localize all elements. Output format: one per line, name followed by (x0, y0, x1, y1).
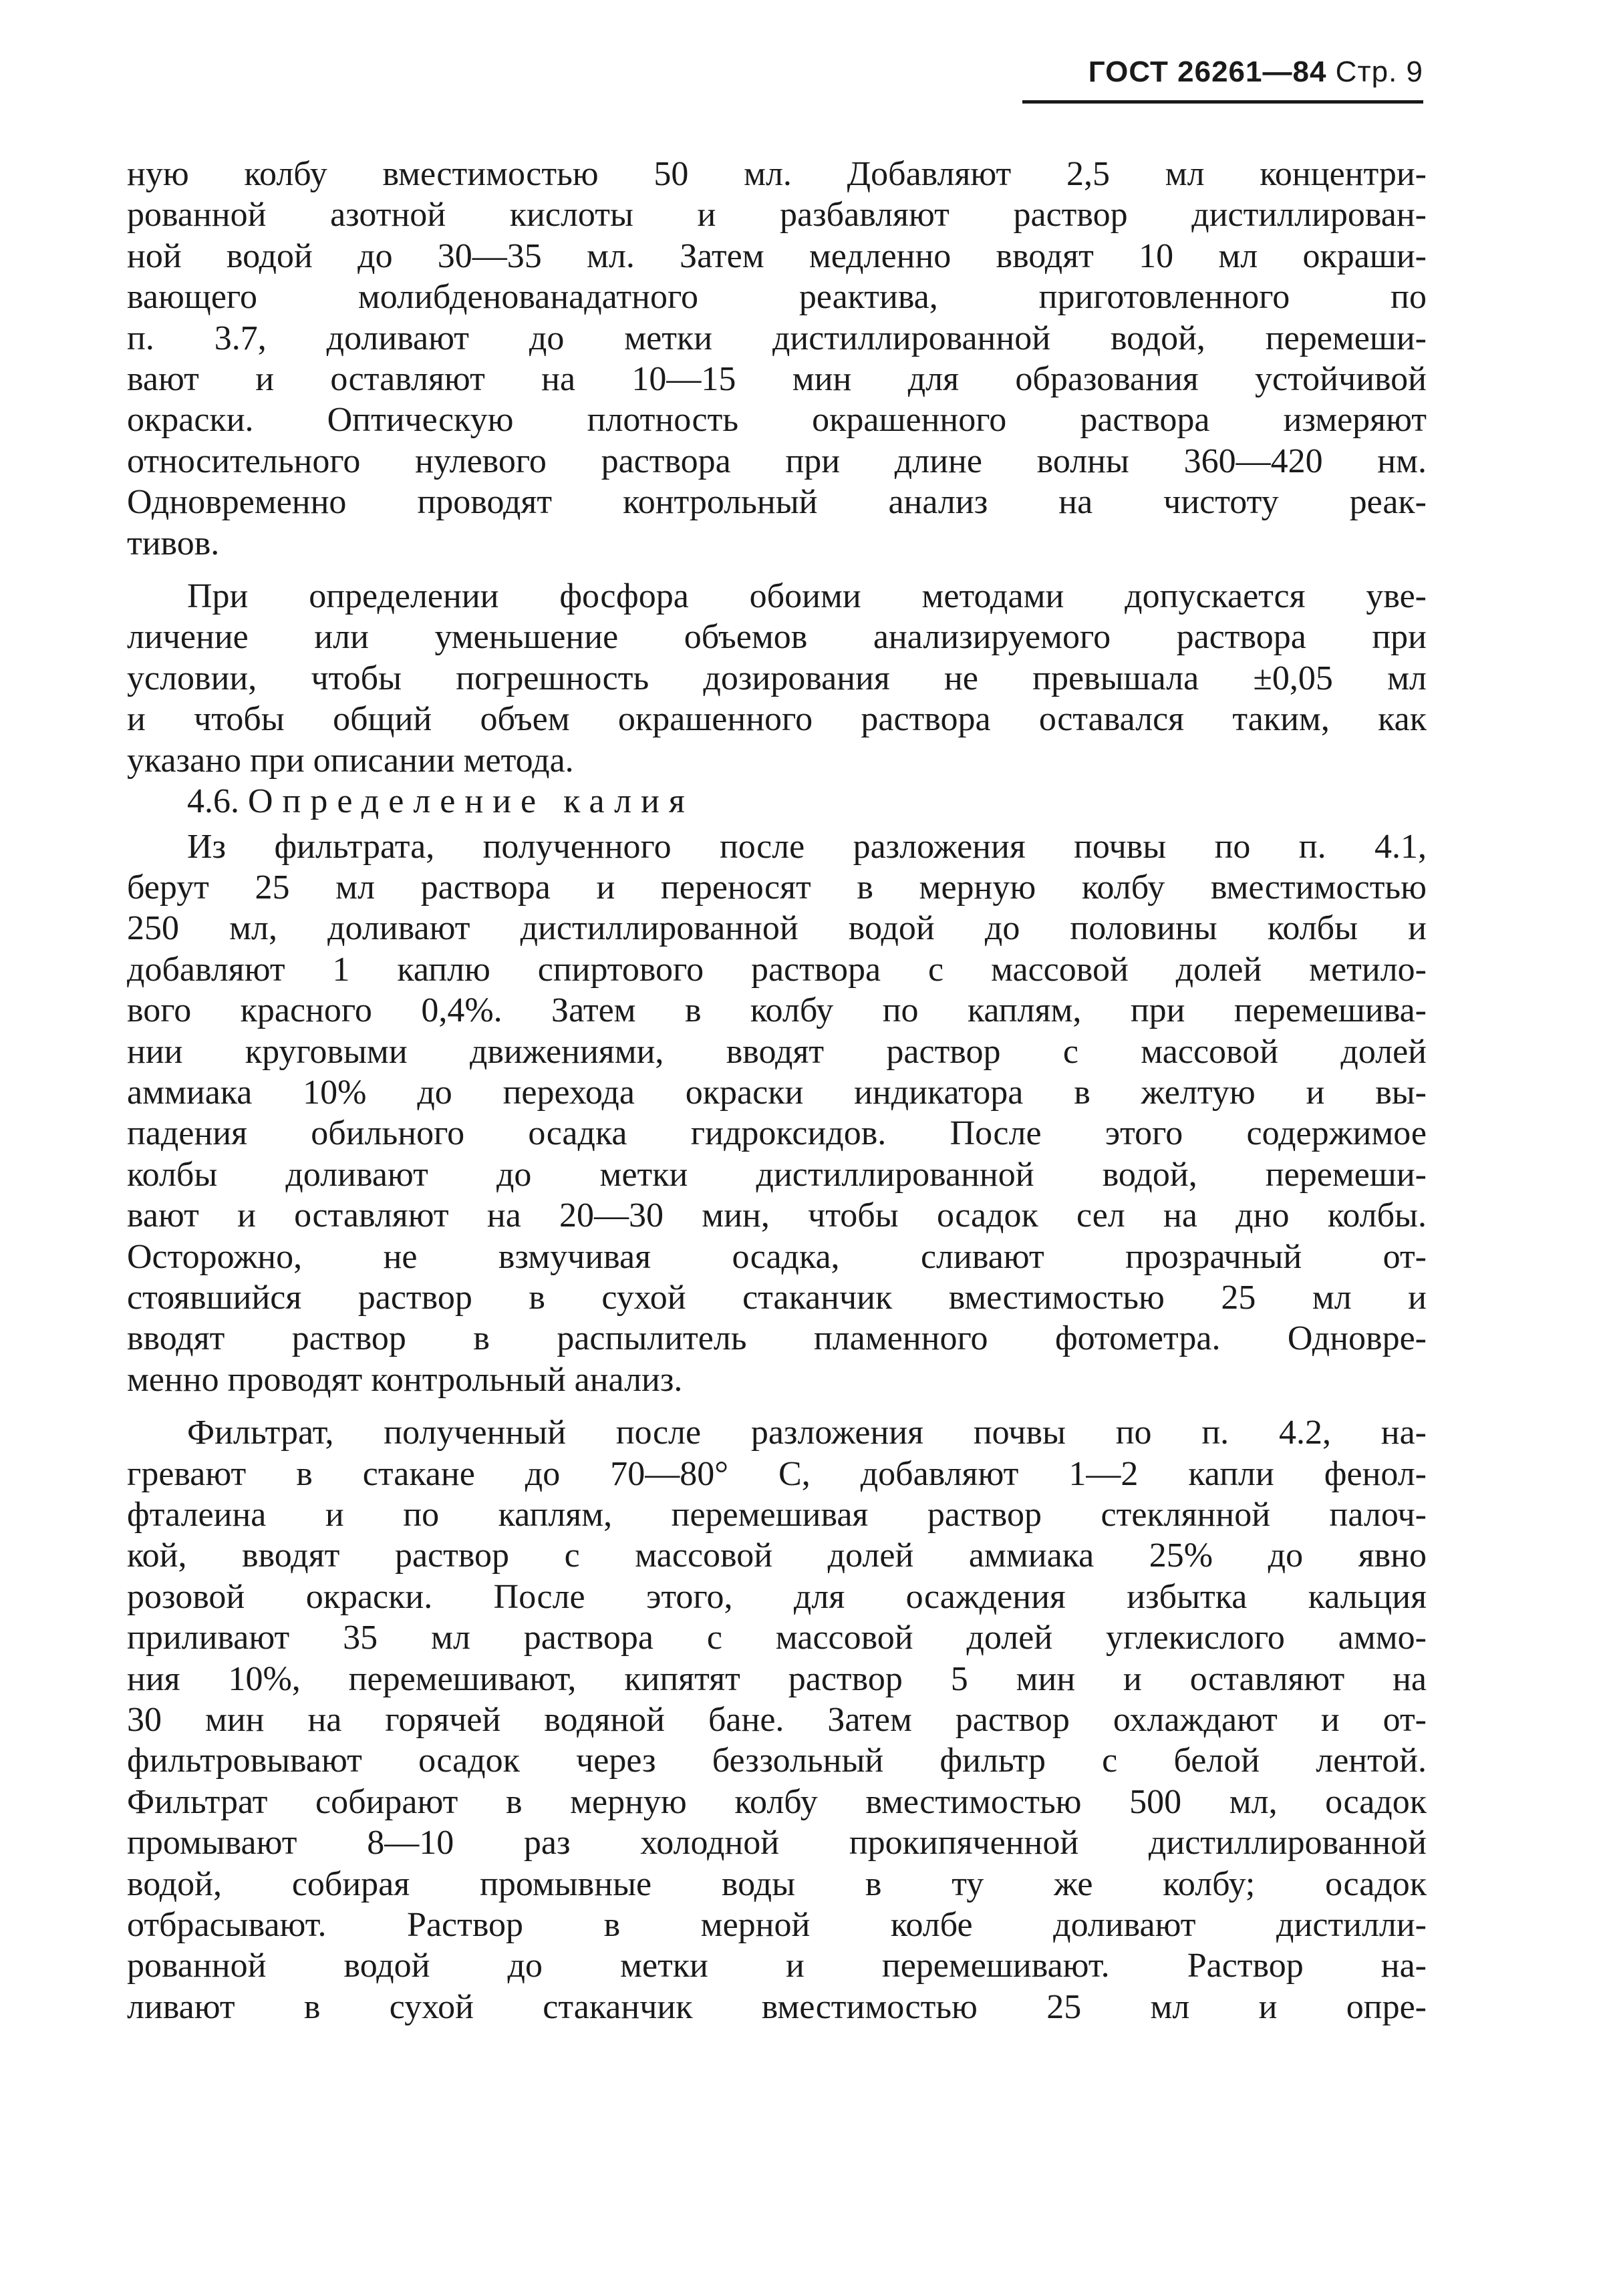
text-line: колбы доливают до метки дистиллированной водой, перемеши- (127, 1155, 1427, 1194)
text-line: вого красного 0,4%. Затем в колбу по каплям, при перемешива- (127, 991, 1427, 1030)
text-line: водой, собирая промывные воды в ту же колбу; осадок (127, 1864, 1427, 1903)
text-line: вают и оставляют на 10—15 мин для образования устойчивой (127, 360, 1427, 399)
page-number: Стр. 9 (1335, 55, 1423, 88)
text-line: и чтобы общий объем окрашенного раствора оставался таким, как (127, 700, 1427, 739)
text-line: приливают 35 мл раствора с массовой долей углекислого аммо- (127, 1619, 1427, 1657)
header-rule (1022, 100, 1423, 104)
text-line: промывают 8—10 раз холодной прокипяченной дистиллированной (127, 1824, 1427, 1862)
text-line: вают и оставляют на 20—30 мин, чтобы осадок сел на дно колбы. (127, 1196, 1427, 1235)
text-line: вающего молибденованадатного реактива, приготовленного по (127, 278, 1427, 317)
text-line: 30 мин на горячей водяной бане. Затем раствор охлаждают и от- (127, 1701, 1427, 1740)
text-line: аммиака 10% до перехода окраски индикатора в желтую и вы- (127, 1073, 1427, 1112)
text-line: добавляют 1 каплю спиртового раствора с массовой долей метило- (127, 950, 1427, 989)
text-line: условии, чтобы погрешность дозирования не превышала ±0,05 мл (127, 659, 1427, 697)
text-line: Фильтрат собирают в мерную колбу вместимостью 500 мл, осадок (127, 1782, 1427, 1821)
text-line: указано при описании метода. (127, 741, 574, 780)
text-line: берут 25 мл раствора и переносят в мерную колбу вместимостью (127, 868, 1427, 907)
text-line: вводят раствор в распылитель пламенного фотометра. Одновре- (127, 1319, 1427, 1358)
text-line: гревают в стакане до 70—80° С, добавляют 1—2 капли фенол- (127, 1454, 1427, 1493)
text-line: окраски. Оптическую плотность окрашенного раствора измеряют (127, 401, 1427, 440)
section-title: Определение калия (248, 782, 694, 821)
text-line: фильтровывают осадок через беззольный фильтр с белой лентой. (127, 1742, 1427, 1780)
paragraph-potassium-method-1 (127, 826, 1427, 1401)
text-line: отбрасывают. Раствор в мерной колбе доливают дистилли- (127, 1906, 1427, 1945)
text-line: Фильтрат, полученный после разложения почвы по п. 4.2, на- (187, 1414, 1427, 1452)
text-line: При определении фосфора обоими методами допускается уве- (187, 577, 1427, 616)
text-line: п. 3.7, доливают до метки дистиллированной водой, перемеши- (127, 319, 1427, 357)
text-line: стоявшийся раствор в сухой стаканчик вместимостью 25 мл и (127, 1278, 1427, 1317)
page-header (1022, 52, 1423, 92)
text-line: ную колбу вместимостью 50 мл. Добавляют 2,5 мл концентри- (127, 155, 1427, 193)
text-line: нии круговыми движениями, вводят раствор с массовой долей (127, 1032, 1427, 1071)
text-line: тивов. (127, 524, 220, 562)
paragraph-potassium-method-2 (127, 1412, 1427, 2027)
text-line: личение или уменьшение объемов анализируемого раствора при (127, 618, 1427, 657)
text-line: рованной водой до метки и перемешивают. Раствор на- (127, 1947, 1427, 1985)
text-line: рованной азотной кислоты и разбавляют раствор дистиллирован- (127, 196, 1427, 234)
section-heading (127, 781, 1427, 822)
section-number: 4.6. (187, 782, 239, 821)
text-line: ния 10%, перемешивают, кипятят раствор 5 мин и оставляют на (127, 1659, 1427, 1698)
text-line: ной водой до 30—35 мл. Затем медленно вводят 10 мл окраши- (127, 236, 1427, 275)
text-line: фталеина и по каплям, перемешивая раствор стеклянной палоч- (127, 1496, 1427, 1534)
text-line: Одновременно проводят контрольный анализ на чистоту реак- (127, 483, 1427, 522)
text-line: 250 мл, доливают дистиллированной водой до половины колбы и (127, 909, 1427, 948)
document-body (127, 154, 1427, 2027)
text-line: кой, вводят раствор с массовой долей аммиака 25% до явно (127, 1536, 1427, 1575)
paragraph-phosphorus-continuation (127, 154, 1427, 564)
text-line: Осторожно, не взмучивая осадка, сливают прозрачный от- (127, 1237, 1427, 1276)
text-line: падения обильного осадка гидроксидов. После этого содержимое (127, 1114, 1427, 1153)
standard-number: ГОСТ 26261—84 (1088, 55, 1327, 88)
text-line: менно проводят контрольный анализ. (127, 1360, 683, 1399)
text-line: розовой окраски. После этого, для осаждения избытка кальция (127, 1577, 1427, 1616)
text-line: ливают в сухой стаканчик вместимостью 25 мл и опре- (127, 1987, 1427, 2026)
text-line: относительного нулевого раствора при длине волны 360—420 нм. (127, 442, 1427, 480)
paragraph-volume-note (127, 576, 1427, 781)
text-line: Из фильтрата, полученного после разложения почвы по п. 4.1, (187, 827, 1427, 866)
